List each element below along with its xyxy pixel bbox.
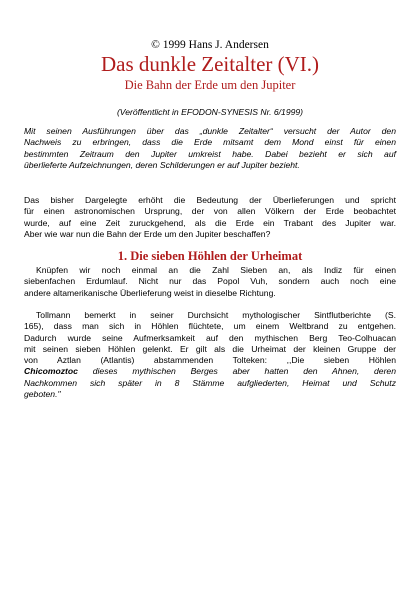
- paragraph-line: siebenfachen Erdumlauf. Nicht nur das Popol Vuh, sondern auch noch eine: [24, 276, 396, 287]
- article-title: Das dunkle Zeitalter (VI.): [100, 52, 320, 76]
- paragraph-line-quote: [24, 366, 396, 377]
- body-line: Das bisher Dargelegte erhöht die Bedeutung der Überlieferungen und spricht: [24, 195, 396, 205]
- paragraph-line-quote: Nachkommen sich später in 8 Stämme aufgliederten, Heimat und Schutz: [24, 377, 396, 388]
- intro-line: bestimmten Zeitraum den Jupiter umkreist habe. Dabei bezieht er sich auf: [24, 148, 396, 159]
- intro-abstract: [24, 126, 396, 171]
- section-paragraph-1: [24, 265, 396, 299]
- copyright-line: © 1999 Hans J. Andersen: [151, 39, 269, 51]
- intro-line: Nachweis zu erbringen, dass die Erde mitsamt dem Mond einst für einen: [24, 137, 396, 148]
- intro-line: Mit seinen Ausführungen über das „dunkle Zeitalter“ versucht der Autor den: [24, 126, 396, 136]
- paragraph-line: Knüpfen wir noch einmal an die Zahl Sieben an, als Indiz für einen: [36, 265, 396, 275]
- section-heading: 1. Die sieben Höhlen der Urheimat: [117, 249, 303, 263]
- body-line: für einen astronomischen Ursprung, der von allen Völkern der Erde beobachtet: [24, 206, 396, 217]
- quote-text: dieses mythischen Berges aber hatten den Ahnen, deren: [77, 366, 396, 377]
- paragraph-line: 165), dass man sich in Höhlen flüchtete, um einem Weltbrand zu entgehen.: [24, 321, 396, 332]
- publication-note: (Veröffentlicht in EFODON-SYNESIS Nr. 6/1999): [116, 107, 304, 117]
- section-paragraph-2: [24, 310, 396, 400]
- body-paragraph: [24, 195, 396, 240]
- quoted-name: Chicomoztoc: [24, 366, 78, 377]
- paragraph-line: andere altamerikanische Überlieferung weist in dieselbe Richtung.: [24, 287, 276, 298]
- paragraph-line: von Aztlan (Atlantis) abstammenden Tolteken: ,,Die sieben Höhlen: [24, 355, 396, 366]
- paragraph-line: Tollmann bemerkt in seiner Durchsicht mythologischer Sintflutberichte (S.: [36, 310, 396, 320]
- body-line: wurde, auf eine Zeit zuruckgehend, als die Erde ein Trabant des Jupiter war.: [24, 217, 396, 228]
- article-subtitle: Die Bahn der Erde um den Jupiter: [124, 78, 296, 92]
- intro-line: überlieferte Aufzeichnungen, deren Schilderungen er auf Jupiter bezieht.: [24, 159, 300, 170]
- paragraph-line-quote: geboten.": [24, 389, 61, 400]
- body-line: Aber wie war nun die Bahn der Erde um den Jupiter beschaffen?: [24, 228, 271, 239]
- paragraph-line: mit seinen sieben Höhlen gelenkt. Er gilt als die Urheimat der kleinen Gruppe der: [24, 343, 396, 354]
- paragraph-line: Dadurch wurde seine Aufmerksamkeit auf den mythischen Berg Teo-Colhuacan: [24, 332, 396, 343]
